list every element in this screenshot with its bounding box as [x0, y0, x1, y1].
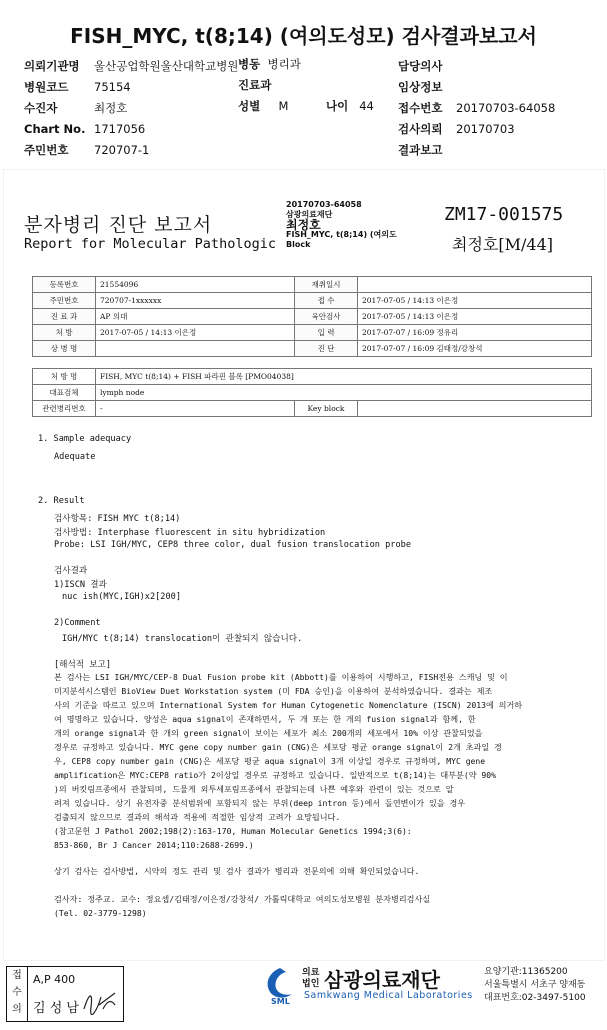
- reception-stamp: [6, 966, 124, 1022]
- table-row: 진 료 과 AP 의대 육안검사 2017-07-05 / 14:13 이은정: [33, 309, 592, 325]
- dept-field: 병동 병리과: [238, 57, 301, 71]
- body-line: 여 명명하고 있습니다. 양성은 aqua signal이 존재하면서, 두 개 또는 한 개의 fusion signal과 함께, 한: [54, 714, 476, 724]
- header-row: 검사의뢰 20170703: [398, 122, 515, 136]
- footer: [0, 962, 607, 1030]
- header-row: 병원코드 75154: [24, 80, 131, 94]
- body-line: 1)ISCN 결과: [54, 580, 107, 590]
- order-table: [32, 368, 592, 417]
- body-line: 검사자: 정주교. 교수: 정요셉/김태정/이은정/강창석/ 가톨릭대학교 여의도성모병원 분자병리검사실: [54, 894, 431, 904]
- body-line: 개의 orange signal과 한 개의 green signal이 보이는 세포가 최소 200개의 세포에서 10% 이상 관찰되었을: [54, 728, 483, 738]
- body-line: 경우로 규정하고 있습니다. MYC gene copy number gain (CNG)은 세포당 평균 orange signal이 2개 초과일 경: [54, 742, 502, 752]
- body-line: nuc ish(MYC,IGH)x2[200]: [62, 592, 181, 602]
- body-line: 검출되지 않으므로 결과의 해석과 적용에 적절한 임상적 고려가 요망됩니다.: [54, 812, 341, 822]
- body-line: 우, CEP8 copy number gain (CNG)은 세포당 평균 aqua signal이 3개 이상일 경우로 규정하며, MYC gene: [54, 756, 486, 766]
- table-row: 대표검체 lymph node: [33, 385, 592, 401]
- table-row: 등록번호 21554096 재취일시: [33, 277, 592, 293]
- header-row: 담당의사: [398, 59, 443, 73]
- section-heading: 1. Sample adequacy: [38, 434, 132, 444]
- header-right: [398, 56, 555, 161]
- signature-icon: [81, 987, 119, 1015]
- header-row: 임상정보: [398, 80, 443, 94]
- header-row: 수진자 최정호: [24, 101, 128, 115]
- scanned-report: [4, 170, 604, 960]
- org-contact: 요양기관:11365200 서울특별시 서초구 양재동 대표번호:02-3497-5100: [484, 967, 586, 1003]
- body-line: 려져 있습니다. 상기 유전자중 분석범위에 포함되지 않는 부위(deep intron 등)에서 돌연변이가 있을 경우: [54, 798, 466, 808]
- pathology-number: ZM17-001575: [444, 204, 564, 225]
- org-name: 삼광의료재단: [324, 968, 440, 992]
- stamp-name: 김 성 남: [33, 1001, 79, 1016]
- body-line: 미지분석시스템인 BioView Duet Workstation system (미 FDA 승인)을 이용하여 분석하였습니다. 결과는 제조: [54, 686, 493, 696]
- body-line: (Tel. 02-3779-1298): [54, 908, 147, 918]
- page-title: FISH_MYC, t(8;14) (여의도성모) 검사결과보고서: [70, 24, 537, 48]
- header-row: 의뢰기관명 울산공업학원울산대학교병원: [24, 59, 239, 73]
- header-row: 접수번호 20170703-64058: [398, 101, 556, 115]
- table-row: 처 방 명 FISH, MYC t(8;14) + FISH 파라핀 블록 [PMO04038]: [33, 369, 592, 385]
- body-line: 상기 검사는 검사방법, 시약의 정도 관리 및 검사 결과가 병리과 전문의에 의해 확인되었습니다.: [54, 866, 420, 876]
- body-line: IGH/MYC t(8;14) translocation이 관찰되지 않습니다.: [62, 634, 303, 644]
- table-row: 관련병리번호 - Key block: [33, 401, 592, 417]
- body-line: Adequate: [54, 452, 96, 462]
- svg-text:SML: SML: [271, 997, 290, 1006]
- body-line: 본 검사는 LSI IGH/MYC/CEP-8 Dual Fusion probe kit (Abbott)를 이용하여 시행하고, FISH전용 스캐닝 및 이: [54, 672, 508, 682]
- table-row: 처 방 2017-07-05 / 14:13 이은정 입 력 2017-07-07 / 16:09 정유리: [33, 325, 592, 341]
- body-line: )의 버킷림프종에서 관찰되며, 드물게 외투세포림프종에서 관찰되는데 나쁜 예후와 관련이 있는 것으로 알: [54, 784, 454, 794]
- header-row: Chart No. 1717056: [24, 122, 146, 136]
- body-line: 853-860, Br J Cancer 2014;110:2688-2699.): [54, 840, 254, 850]
- stamp-label: 접 수 의: [7, 967, 28, 1021]
- body-line: Probe: LSI IGH/MYC, CEP8 three color, dual fusion translocation probe: [54, 540, 411, 550]
- age-field: 나이 44: [326, 99, 374, 113]
- table-row: 상 병 명 진 단 2017-07-07 / 16:09 김태정/강창석: [33, 341, 592, 357]
- body-line: 검사결과: [54, 566, 88, 576]
- sex-field: 성별 M: [238, 99, 289, 113]
- header-row: 주민번호 720707-1: [24, 143, 150, 157]
- header-left: [24, 56, 238, 161]
- org-prefix: 의료 법인: [302, 968, 320, 989]
- stamp-code: A,P 400: [33, 973, 76, 986]
- info-table: [32, 276, 592, 357]
- body-line: 사의 기준을 따르고 있으며 International System for Human Cytogenetic Nomenclature (ISCN) 2013에 의거하: [54, 700, 523, 710]
- table-row: 주민번호 720707-1xxxxxx 접 수 2017-07-05 / 14:13 이은정: [33, 293, 592, 309]
- report-title-ko: 분자병리 진단 보고서: [24, 214, 213, 236]
- treatment-label: 진료과: [238, 78, 272, 92]
- body-line: [해석적 보고]: [54, 660, 112, 670]
- body-line: 검사항목: FISH MYC t(8;14): [54, 514, 181, 524]
- body-line: 검사방법: Interphase fluorescent in situ hybridization: [54, 528, 326, 538]
- section-heading: 2. Result: [38, 496, 85, 506]
- body-line: amplification은 MYC:CEP8 ratio가 2이상일 경우로 규정하고 있습니다. 일반적으로 t(8;14)는 대부분(약 90%: [54, 770, 497, 780]
- specimen-label: 20170703-64058 삼광의료재단 최정호 FISH_MYC, t(8;14) (여의도 Block: [286, 200, 397, 249]
- body-line: (참고문헌 J Pathol 2002;198(2):163-170, Human Molecular Genetics 1994;3(6):: [54, 826, 412, 836]
- sml-logo-icon: [262, 966, 298, 1006]
- org-english: Samkwang Medical Laboratories: [304, 990, 473, 1001]
- header-row: 결과보고: [398, 143, 443, 157]
- report-title-en: Report for Molecular Pathologic: [24, 236, 276, 252]
- patient-tag: 최정호[M/44]: [452, 235, 553, 254]
- body-line: 2)Comment: [54, 618, 101, 628]
